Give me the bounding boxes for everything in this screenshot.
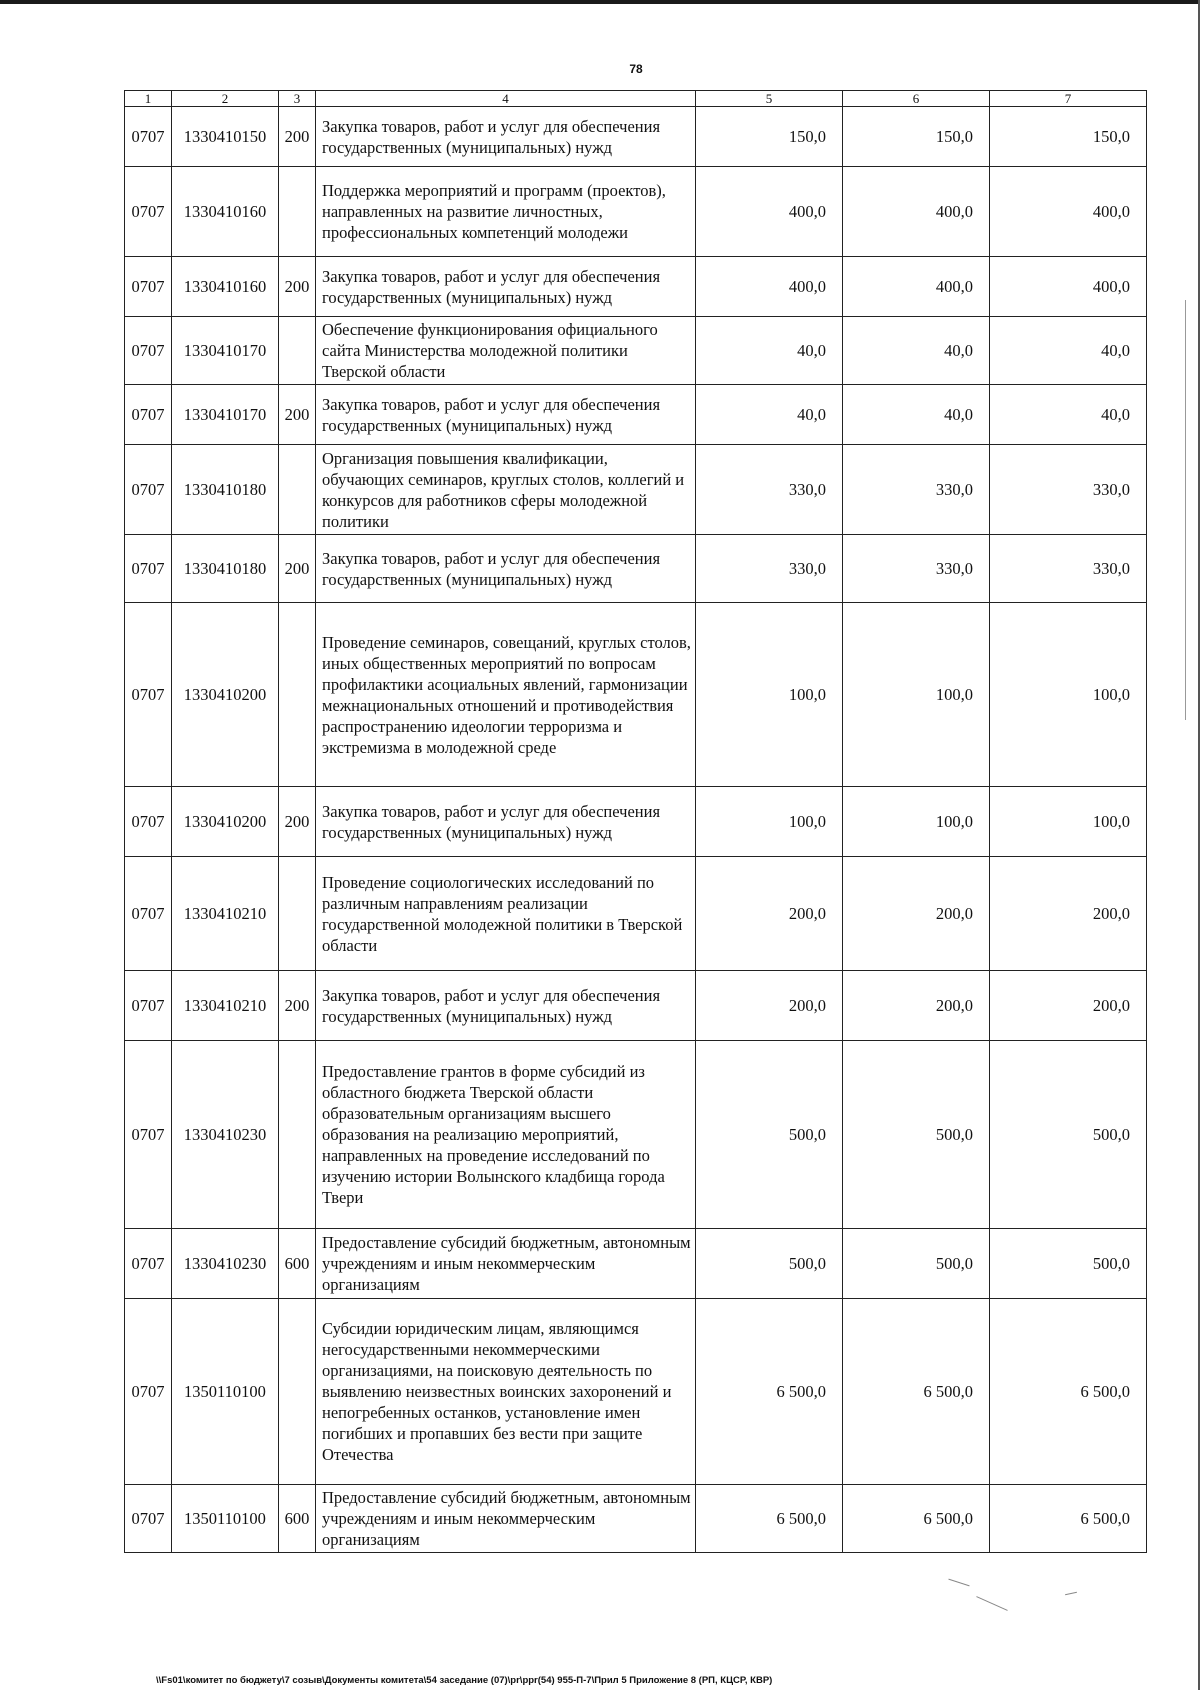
amount-cell-col6: 330,0 xyxy=(843,535,990,603)
section-code-cell: 0707 xyxy=(125,971,172,1041)
section-code-cell: 0707 xyxy=(125,167,172,257)
expense-kind-cell xyxy=(279,317,316,385)
amount-cell-col5: 400,0 xyxy=(696,257,843,317)
target-code-cell: 1330410210 xyxy=(172,857,279,971)
expense-kind-cell xyxy=(279,857,316,971)
target-code-cell: 1330410230 xyxy=(172,1229,279,1299)
pen-mark xyxy=(1065,1592,1077,1595)
header-cell: 2 xyxy=(172,91,279,107)
expense-kind-cell: 200 xyxy=(279,257,316,317)
expense-kind-cell xyxy=(279,1041,316,1229)
header-cell: 6 xyxy=(843,91,990,107)
table-row xyxy=(125,107,1147,167)
section-code-cell: 0707 xyxy=(125,1229,172,1299)
target-code-cell: 1350110100 xyxy=(172,1299,279,1485)
target-code-cell: 1330410160 xyxy=(172,257,279,317)
target-code-cell: 1330410180 xyxy=(172,535,279,603)
header-cell: 3 xyxy=(279,91,316,107)
header-cell: 4 xyxy=(316,91,696,107)
section-code-cell: 0707 xyxy=(125,107,172,167)
section-code-cell: 0707 xyxy=(125,257,172,317)
amount-cell-col5: 330,0 xyxy=(696,535,843,603)
table-row xyxy=(125,1041,1147,1229)
section-code-cell: 0707 xyxy=(125,385,172,445)
amount-cell-col6: 6 500,0 xyxy=(843,1485,990,1553)
amount-cell-col5: 200,0 xyxy=(696,857,843,971)
target-code-cell: 1330410150 xyxy=(172,107,279,167)
amount-cell-col6: 100,0 xyxy=(843,603,990,787)
expense-kind-cell: 600 xyxy=(279,1485,316,1553)
description-cell: Закупка товаров, работ и услуг для обеспечения государственных (муниципальных) нужд xyxy=(316,787,696,857)
table-row xyxy=(125,535,1147,603)
description-cell: Закупка товаров, работ и услуг для обеспечения государственных (муниципальных) нужд xyxy=(316,971,696,1041)
amount-cell-col7: 200,0 xyxy=(990,971,1147,1041)
description-cell: Закупка товаров, работ и услуг для обеспечения государственных (муниципальных) нужд xyxy=(316,535,696,603)
target-code-cell: 1330410180 xyxy=(172,445,279,535)
amount-cell-col6: 40,0 xyxy=(843,317,990,385)
amount-cell-col7: 40,0 xyxy=(990,385,1147,445)
section-code-cell: 0707 xyxy=(125,1299,172,1485)
amount-cell-col5: 330,0 xyxy=(696,445,843,535)
table-row xyxy=(125,445,1147,535)
description-cell: Закупка товаров, работ и услуг для обеспечения государственных (муниципальных) нужд xyxy=(316,257,696,317)
amount-cell-col7: 6 500,0 xyxy=(990,1299,1147,1485)
amount-cell-col7: 200,0 xyxy=(990,857,1147,971)
description-cell: Обеспечение функционирования официального сайта Министерства молодежной политики Тверской области xyxy=(316,317,696,385)
description-cell: Проведение семинаров, совещаний, круглых столов, иных общественных мероприятий по вопросам профилактики асоциальных явлений, гармонизации межнациональных отношений и противодействия распространению идеологии терроризма и экстремизма в молодежной среде xyxy=(316,603,696,787)
amount-cell-col6: 500,0 xyxy=(843,1229,990,1299)
amount-cell-col7: 100,0 xyxy=(990,603,1147,787)
amount-cell-col5: 500,0 xyxy=(696,1041,843,1229)
page-number: 78 xyxy=(629,62,643,76)
amount-cell-col7: 330,0 xyxy=(990,445,1147,535)
expense-kind-cell: 600 xyxy=(279,1229,316,1299)
amount-cell-col6: 40,0 xyxy=(843,385,990,445)
pen-mark xyxy=(948,1579,969,1587)
target-code-cell: 1350110100 xyxy=(172,1485,279,1553)
target-code-cell: 1330410200 xyxy=(172,787,279,857)
amount-cell-col6: 400,0 xyxy=(843,167,990,257)
amount-cell-col6: 100,0 xyxy=(843,787,990,857)
expense-kind-cell xyxy=(279,167,316,257)
expense-kind-cell: 200 xyxy=(279,535,316,603)
target-code-cell: 1330410200 xyxy=(172,603,279,787)
section-code-cell: 0707 xyxy=(125,1041,172,1229)
footer-file-path: \\Fs01\комитет по бюджету\7 созыв\Документы комитета\54 заседание (07)\pr\ppr(54) 955-П-7\Прил 5 Приложение 8 (РП, КЦСР, КВР) xyxy=(156,1675,773,1686)
expense-kind-cell: 200 xyxy=(279,385,316,445)
table-row xyxy=(125,1485,1147,1553)
amount-cell-col5: 400,0 xyxy=(696,167,843,257)
amount-cell-col7: 400,0 xyxy=(990,167,1147,257)
amount-cell-col5: 6 500,0 xyxy=(696,1485,843,1553)
amount-cell-col5: 100,0 xyxy=(696,787,843,857)
amount-cell-col6: 330,0 xyxy=(843,445,990,535)
section-code-cell: 0707 xyxy=(125,857,172,971)
header-cell: 7 xyxy=(990,91,1147,107)
amount-cell-col6: 150,0 xyxy=(843,107,990,167)
amount-cell-col6: 200,0 xyxy=(843,971,990,1041)
amount-cell-col7: 500,0 xyxy=(990,1041,1147,1229)
amount-cell-col5: 150,0 xyxy=(696,107,843,167)
description-cell: Предоставление субсидий бюджетным, автономным учреждениям и иным некоммерческим организациям xyxy=(316,1485,696,1553)
amount-cell-col7: 150,0 xyxy=(990,107,1147,167)
amount-cell-col6: 6 500,0 xyxy=(843,1299,990,1485)
table-row xyxy=(125,385,1147,445)
header-cell: 5 xyxy=(696,91,843,107)
target-code-cell: 1330410210 xyxy=(172,971,279,1041)
scan-edge-inner xyxy=(1185,300,1186,720)
table-row xyxy=(125,857,1147,971)
amount-cell-col7: 500,0 xyxy=(990,1229,1147,1299)
description-cell: Субсидии юридическим лицам, являющимся негосударственными некоммерческими организациями, на поисковую деятельность по выявлению неизвестных воинских захоронений и непогребенных останков, установление имен погибших и пропавших без вести при защите Отечества xyxy=(316,1299,696,1485)
table-row xyxy=(125,971,1147,1041)
target-code-cell: 1330410170 xyxy=(172,317,279,385)
section-code-cell: 0707 xyxy=(125,787,172,857)
description-cell: Предоставление субсидий бюджетным, автономным учреждениям и иным некоммерческим организациям xyxy=(316,1229,696,1299)
scan-edge-top xyxy=(0,0,1200,4)
amount-cell-col7: 330,0 xyxy=(990,535,1147,603)
description-cell: Закупка товаров, работ и услуг для обеспечения государственных (муниципальных) нужд xyxy=(316,385,696,445)
amount-cell-col5: 200,0 xyxy=(696,971,843,1041)
expense-kind-cell xyxy=(279,603,316,787)
section-code-cell: 0707 xyxy=(125,603,172,787)
table-row xyxy=(125,257,1147,317)
amount-cell-col6: 400,0 xyxy=(843,257,990,317)
amount-cell-col7: 100,0 xyxy=(990,787,1147,857)
table-row xyxy=(125,167,1147,257)
amount-cell-col5: 100,0 xyxy=(696,603,843,787)
target-code-cell: 1330410170 xyxy=(172,385,279,445)
section-code-cell: 0707 xyxy=(125,1485,172,1553)
amount-cell-col7: 400,0 xyxy=(990,257,1147,317)
table-row xyxy=(125,1229,1147,1299)
description-cell: Поддержка мероприятий и программ (проектов), направленных на развитие личностных, профессиональных компетенций молодежи xyxy=(316,167,696,257)
expense-kind-cell xyxy=(279,1299,316,1485)
section-code-cell: 0707 xyxy=(125,317,172,385)
table-row xyxy=(125,603,1147,787)
amount-cell-col7: 6 500,0 xyxy=(990,1485,1147,1553)
description-cell: Закупка товаров, работ и услуг для обеспечения государственных (муниципальных) нужд xyxy=(316,107,696,167)
target-code-cell: 1330410160 xyxy=(172,167,279,257)
expense-kind-cell: 200 xyxy=(279,787,316,857)
target-code-cell: 1330410230 xyxy=(172,1041,279,1229)
budget-table xyxy=(124,90,1147,1553)
amount-cell-col6: 500,0 xyxy=(843,1041,990,1229)
description-cell: Предоставление грантов в форме субсидий из областного бюджета Тверской области образовательным организациям высшего образования на реализацию мероприятий, направленных на проведение исследований по изучению истории Волынского кладбища города Твери xyxy=(316,1041,696,1229)
table-row xyxy=(125,317,1147,385)
description-cell: Организация повышения квалификации, обучающих семинаров, круглых столов, коллегий и конкурсов для работников сферы молодежной политики xyxy=(316,445,696,535)
pen-mark xyxy=(976,1596,1007,1611)
table-row xyxy=(125,787,1147,857)
amount-cell-col6: 200,0 xyxy=(843,857,990,971)
description-cell: Проведение социологических исследований по различным направлениям реализации государственной молодежной политики в Тверской области xyxy=(316,857,696,971)
section-code-cell: 0707 xyxy=(125,445,172,535)
header-cell: 1 xyxy=(125,91,172,107)
section-code-cell: 0707 xyxy=(125,535,172,603)
expense-kind-cell: 200 xyxy=(279,107,316,167)
amount-cell-col5: 500,0 xyxy=(696,1229,843,1299)
amount-cell-col7: 40,0 xyxy=(990,317,1147,385)
expense-kind-cell: 200 xyxy=(279,971,316,1041)
amount-cell-col5: 6 500,0 xyxy=(696,1299,843,1485)
amount-cell-col5: 40,0 xyxy=(696,317,843,385)
amount-cell-col5: 40,0 xyxy=(696,385,843,445)
table-header-row xyxy=(125,91,1147,107)
table-row xyxy=(125,1299,1147,1485)
expense-kind-cell xyxy=(279,445,316,535)
